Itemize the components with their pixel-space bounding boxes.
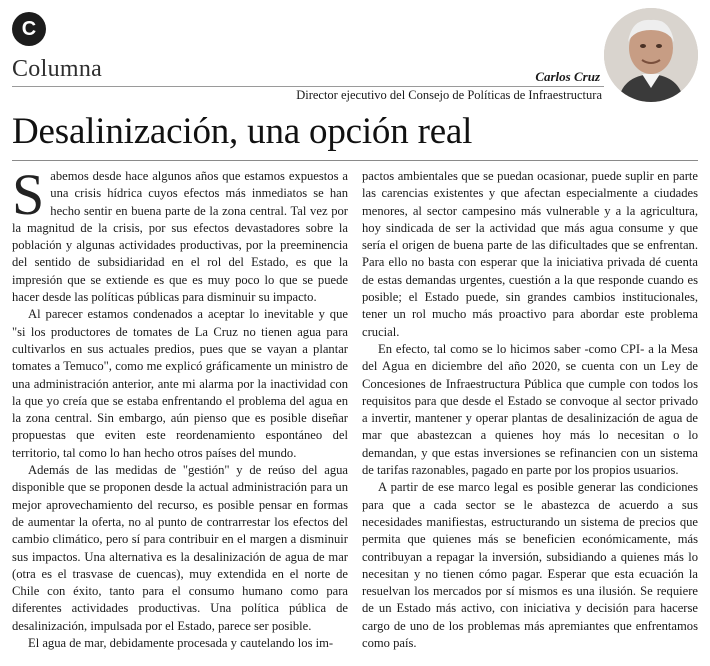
author-portrait-icon <box>604 8 698 102</box>
paragraph: En efecto, tal como se lo hicimos saber -como CPI- a la Mesa del Agua en diciembre del año 2020, se cuenta con un Ley de Concesiones de Infraestructura Pública que cumple con todos los requisitos para que desde el Estado se convoque al sector privado a invertir, mantener y operar plantas de desalinización de agua de mar que abastezcan a quienes hoy más lo necesitan o lo demandan, y que estas inversiones se refinancien con un sistema de tarifas razonables, pagado en parte por los propios usuarios. <box>362 341 698 478</box>
paragraph: Al parecer estamos condenados a aceptar lo inevitable y que "si los productores de tomates de La Cruz no tienen agua para cultivarlos en sus actuales predios, pues que se vayan a plantar tomates a Temuco", como me explicó gráficamente un ministro de una administración anterior, ante mi alarma por la inactividad con la que yo creía que se estaba enfrentando el problema del agua en la zona central. Sin embargo, aún pienso que es posible diseñar propuestas que eviten este reordenamiento espontáneo del territorio, tal como lo han hecho otros países del mundo. <box>12 307 348 460</box>
paragraph: pactos ambientales que se puedan ocasionar, puede suplir en parte las carencias existentes y que afectan especialmente a ciudades menores, al sector campesino más vulnerable y a la agricultura, hoy sindicada de ser la actividad que más agua consume y que sería el origen de buena parte de las dificultades que se enfrentan. Para ello no basta con esperar que la iniciativa privada dé cuenta de estas demandas urgentes, cuestión a la que responde cuando es posible; el Estado puede, sin grandes cambios institucionales, tener un rol mucho más proactivo para abordar este problema crucial. <box>362 169 698 339</box>
section-divider <box>12 86 604 87</box>
author-photo <box>604 8 698 102</box>
paragraph <box>12 162 348 306</box>
drop-cap: S <box>12 162 45 227</box>
author-name: Carlos Cruz <box>535 69 600 84</box>
paragraph-text: abemos desde hace algunos años que estamos expuestos a una crisis hídrica cuyos efectos más inmediatos se han hecho sentir en buena parte de la zona central. Tal vez por la magnitud de la crisis, por sus efectos devastadores sobre la población y algunas actividades productivas, por la preeminencia del sentido de subsidiaridad en el rol del Estado, es que la impresión que se extiende es que es muy poco lo que se puede hacer desde las políticas públicas para disminuir su impacto. <box>12 169 348 305</box>
paragraph: A partir de ese marco legal es posible generar las condiciones para que a cada sector se le abastezca de acuerdo a sus necesidades manifiestas, estructurando un sistema de precios que permita que quienes más se beneficien económicamente, más contribuyan a repagar la inversión, subsidiando a quienes más lo necesitan y no tienen cómo pagar. Esperar que esta ecuación la resuelvan los mercados por sí mismos es una ilusión. Se requiere de un Estado más activo, con iniciativa y decisión para hacerse cargo de uno de los problemas más apremiantes que enfrentamos como país. <box>362 480 698 651</box>
article-column-right <box>362 168 698 652</box>
section-label: Columna <box>12 56 103 82</box>
article-title: Desalinización, una opción real <box>12 111 473 152</box>
column-badge: C <box>12 12 46 46</box>
paragraph: El agua de mar, debidamente procesada y cautelando los im- <box>28 636 334 651</box>
article-column-left <box>12 162 348 652</box>
author-role: Director ejecutivo del Consejo de Políticas de Infraestructura <box>296 88 602 102</box>
paragraph: Además de las medidas de "gestión" y de reúso del agua disponible que se proponen desde la actual administración para un mejor aprovechamiento del recurso, es posible pensar en formas de aumentar la oferta, no al punto de contrarrestar los efectos del cambio climático, pero sí para contribuir en el margen a disminuir sus impactos. Una alternativa es la desalinización de agua de mar (otra es el trasvase de cuencas), muy extendida en el norte de Chile con éxito, tanto para el consumo humano como para diferentes actividades productivas. Una política pública de desalinización, impulsada por el Estado, parece ser posible. <box>12 463 348 633</box>
title-divider <box>12 160 698 161</box>
